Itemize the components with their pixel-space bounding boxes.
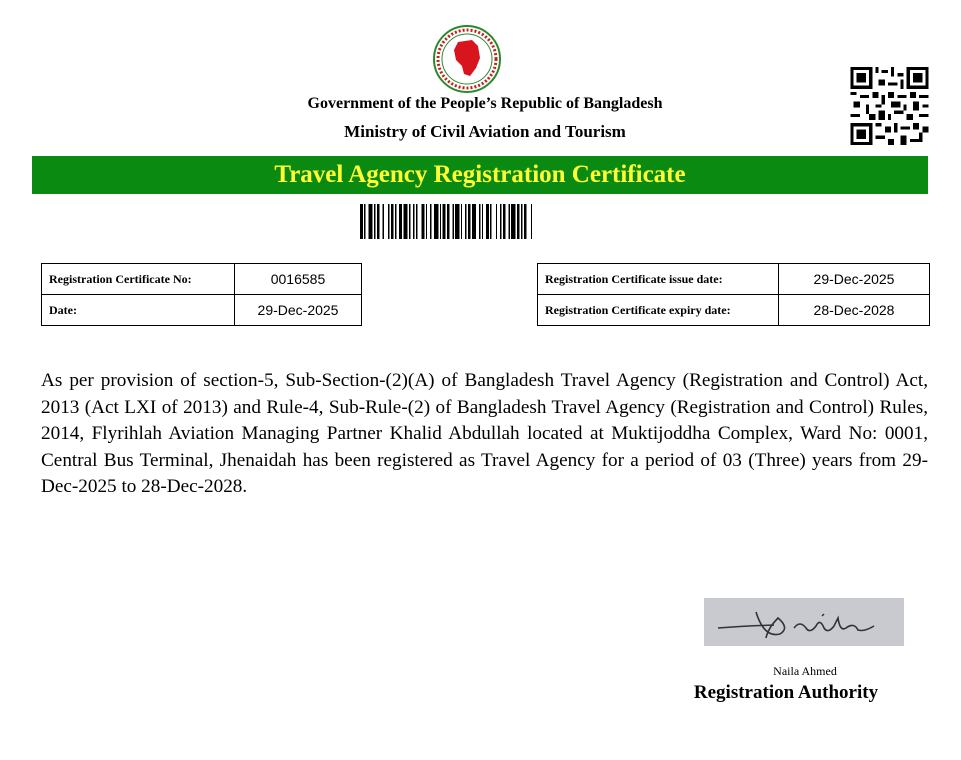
expiry-date-label: Registration Certificate expiry date: [538, 295, 779, 326]
date-label: Date: [42, 295, 235, 326]
government-title: Government of the People’s Republic of Bangladesh [307, 95, 663, 112]
ministry-title: Ministry of Civil Aviation and Tourism [344, 122, 626, 141]
qr-code-icon [850, 67, 929, 145]
handwritten-signature [704, 598, 904, 646]
certificate-no-value: 0016585 [235, 264, 362, 295]
barcode-icon [360, 204, 594, 239]
certificate-title-banner [32, 156, 928, 194]
issue-date-label: Registration Certificate issue date: [538, 264, 779, 295]
signatory-title: Registration Authority [693, 682, 879, 703]
issue-date-value: 29-Dec-2025 [779, 264, 930, 295]
government-seal-icon [432, 24, 502, 94]
date-value: 29-Dec-2025 [235, 295, 362, 326]
expiry-date-value: 28-Dec-2028 [779, 295, 930, 326]
signatory-name: Naila Ahmed [773, 664, 837, 678]
certificate-title: Travel Agency Registration Certificate [274, 161, 686, 188]
registration-details-table [41, 263, 362, 326]
certificate-body-paragraph: As per provision of section-5, Sub-Section-(2)(A) of Bangladesh Travel Agency (Registration and Control) Act, 2013 (Act LXI of 2013) and Rule-4, Sub-Rule-(2) of Bangladesh Travel Agency (Registration and Control) Rules, 2014, Flyrihlah Aviation Managing Partner Khalid Abdullah located at Muktijoddha Complex, Ward No: 0001, Central Bus Terminal, Jhenaidah has been registered as Travel Agency for a period of 03 (Three) years from 29-Dec-2025 to 28-Dec-2028. [41, 370, 928, 497]
certificate-no-label: Registration Certificate No: [42, 264, 235, 295]
validity-details-table [537, 263, 930, 326]
